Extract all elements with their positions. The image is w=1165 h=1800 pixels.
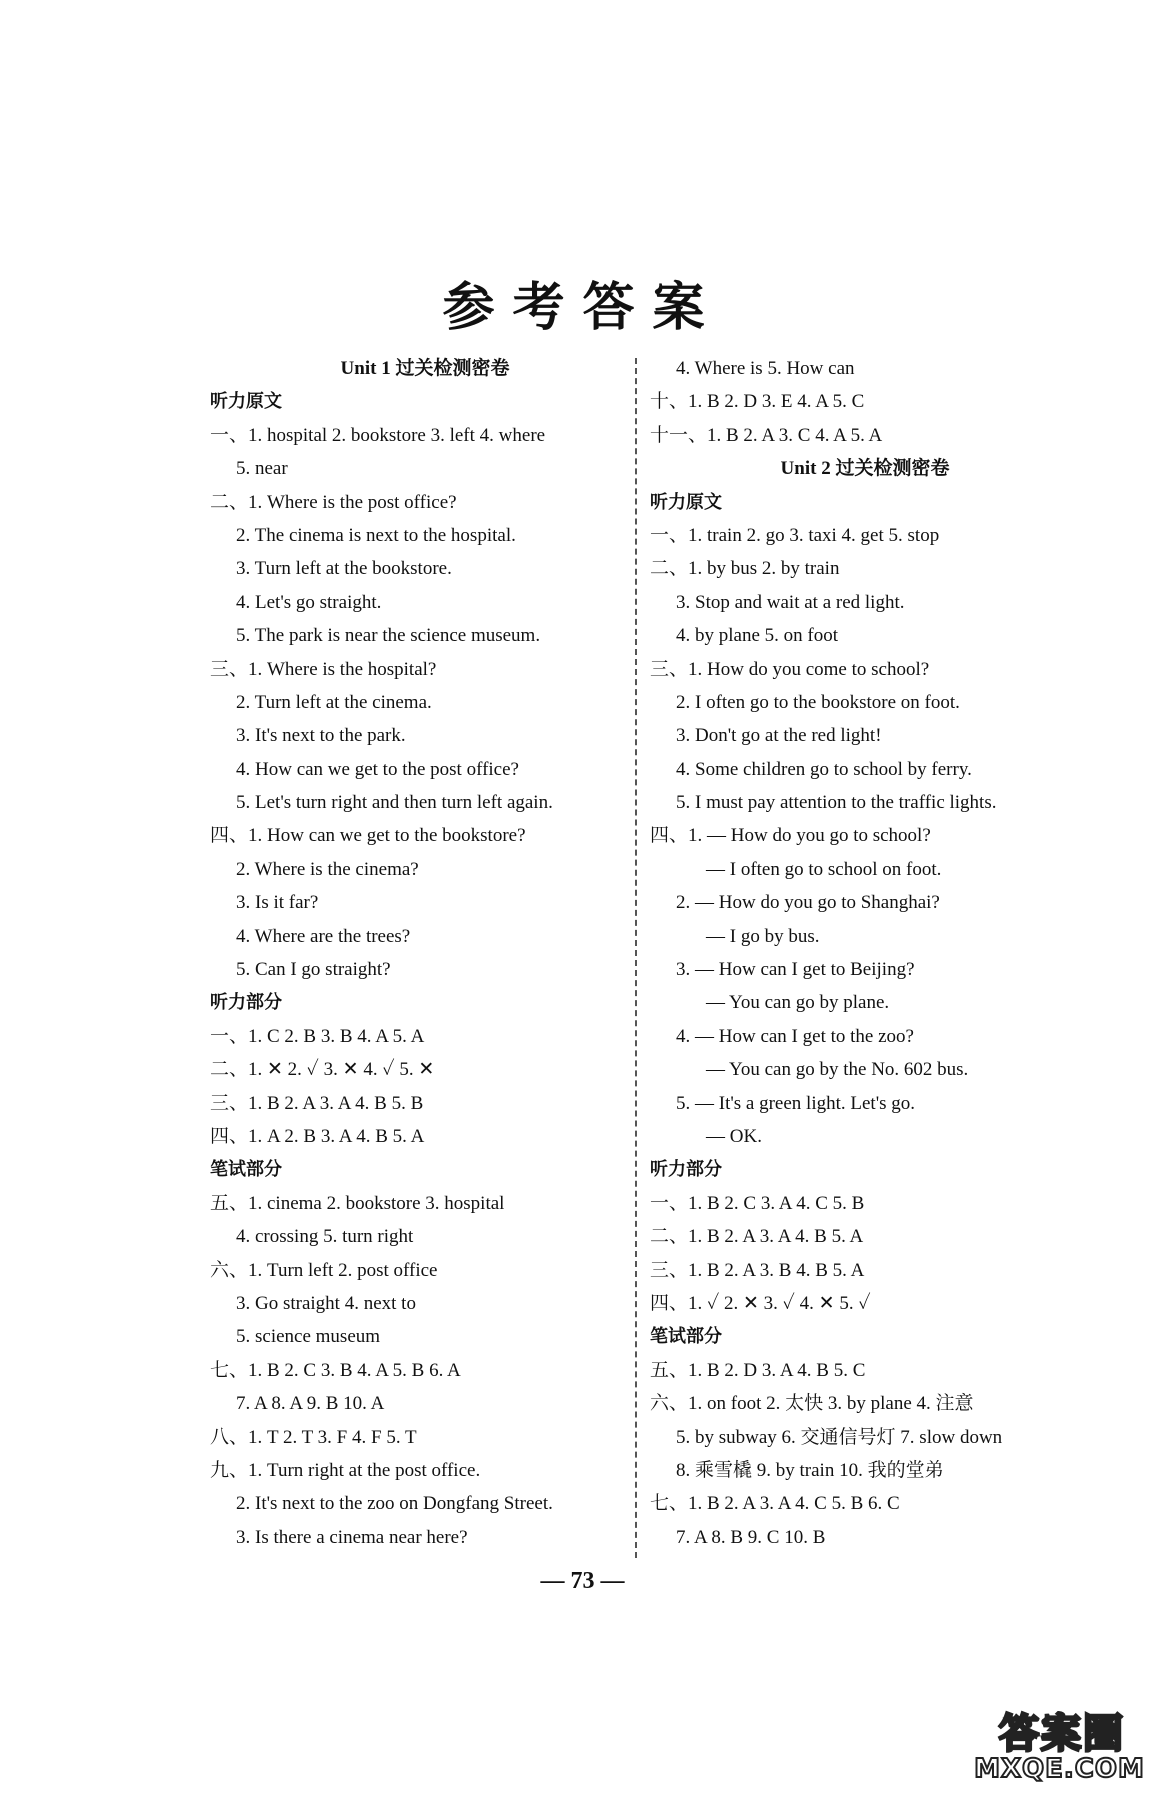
answer-line: 5. by subway 6. 交通信号灯 7. slow down bbox=[676, 1426, 1003, 1448]
answer-line: 四、1. How can we get to the bookstore? bbox=[210, 825, 526, 847]
answer-line: 十一、1. B 2. A 3. C 4. A 5. A bbox=[650, 424, 883, 446]
answer-line: 5. I must pay attention to the traffic lights. bbox=[676, 792, 997, 814]
answer-line: 2. The cinema is next to the hospital. bbox=[236, 524, 516, 546]
answer-line: 5. science museum bbox=[236, 1326, 381, 1348]
answer-line: — I often go to school on foot. bbox=[706, 858, 942, 880]
answer-line: 2. It's next to the zoo on Dongfang Street. bbox=[236, 1493, 553, 1515]
answer-line: 2. Turn left at the cinema. bbox=[236, 691, 432, 713]
answer-line: — You can go by plane. bbox=[706, 992, 890, 1014]
answer-line: 三、1. B 2. A 3. A 4. B 5. B bbox=[210, 1092, 424, 1114]
page-number: — 73 — bbox=[540, 1568, 625, 1594]
answer-line: 2. Where is the cinema? bbox=[236, 858, 419, 880]
right-answer-column bbox=[650, 352, 1080, 1554]
answer-line: 5. — It's a green light. Let's go. bbox=[676, 1092, 916, 1114]
answer-line: 5. Let's turn right and then turn left again. bbox=[236, 792, 553, 814]
answer-line: 4. — How can I get to the zoo? bbox=[676, 1025, 914, 1047]
answer-line: 一、1. hospital 2. bookstore 3. left 4. where bbox=[210, 424, 546, 446]
answer-line: 二、1. Where is the post office? bbox=[210, 491, 457, 513]
section-heading: 笔试部分 bbox=[650, 1326, 722, 1348]
answer-line: — OK. bbox=[706, 1125, 762, 1147]
left-answer-column bbox=[210, 352, 640, 1554]
answer-line: 5. Can I go straight? bbox=[236, 959, 391, 981]
answer-line: 4. by plane 5. on foot bbox=[676, 625, 839, 647]
answer-line: 七、1. B 2. C 3. B 4. A 5. B 6. A bbox=[210, 1359, 461, 1381]
answer-line: — I go by bus. bbox=[706, 925, 820, 947]
answer-line: 4. Let's go straight. bbox=[236, 591, 382, 613]
answer-line: 八、1. T 2. T 3. F 4. F 5. T bbox=[210, 1426, 417, 1448]
answer-line: 三、1. Where is the hospital? bbox=[210, 658, 437, 680]
answer-line: 4. crossing 5. turn right bbox=[236, 1226, 414, 1248]
answer-line: 5. near bbox=[236, 458, 288, 480]
answer-line: 3. Is it far? bbox=[236, 892, 319, 914]
answer-line: 二、1. by bus 2. by train bbox=[650, 558, 840, 580]
answer-line: 4. Some children go to school by ferry. bbox=[676, 758, 972, 780]
answer-line: 4. How can we get to the post office? bbox=[236, 758, 519, 780]
answer-line: 六、1. Turn left 2. post office bbox=[210, 1259, 438, 1281]
watermark-domain-text: MXQE.COM bbox=[974, 1754, 1145, 1784]
answer-line: 一、1. B 2. C 3. A 4. C 5. B bbox=[650, 1192, 865, 1214]
answer-line: 8. 乘雪橇 9. by train 10. 我的堂弟 bbox=[676, 1459, 944, 1481]
answer-line: 一、1. train 2. go 3. taxi 4. get 5. stop bbox=[650, 524, 940, 546]
section-heading: 听力部分 bbox=[210, 992, 282, 1014]
answer-line: 3. Turn left at the bookstore. bbox=[236, 558, 452, 580]
answer-line: 四、1. A 2. B 3. A 4. B 5. A bbox=[210, 1125, 425, 1147]
section-heading: 听力原文 bbox=[210, 391, 282, 413]
section-heading: 听力原文 bbox=[650, 491, 722, 513]
site-watermark-logo bbox=[972, 1702, 1147, 1792]
answer-line: 六、1. on foot 2. 太快 3. by plane 4. 注意 bbox=[650, 1393, 974, 1415]
answer-line: 4. Where are the trees? bbox=[236, 925, 411, 947]
watermark-top-text: 答案圈 bbox=[999, 1711, 1125, 1757]
answer-line: — You can go by the No. 602 bus. bbox=[706, 1059, 969, 1081]
answer-line: 3. Stop and wait at a red light. bbox=[676, 591, 905, 613]
unit-heading: Unit 2 过关检测密卷 bbox=[780, 458, 950, 480]
answer-line: 3. Go straight 4. next to bbox=[236, 1292, 416, 1314]
section-heading: 笔试部分 bbox=[210, 1159, 282, 1181]
answer-line: 7. A 8. B 9. C 10. B bbox=[676, 1526, 826, 1548]
page-title: 参考答案 bbox=[442, 280, 723, 337]
answer-line: 五、1. cinema 2. bookstore 3. hospital bbox=[210, 1192, 505, 1214]
answer-line: 九、1. Turn right at the post office. bbox=[210, 1459, 481, 1481]
answer-line: 3. — How can I get to Beijing? bbox=[676, 959, 915, 981]
answer-line: 三、1. B 2. A 3. B 4. B 5. A bbox=[650, 1259, 865, 1281]
answer-line: 3. Is there a cinema near here? bbox=[236, 1526, 468, 1548]
section-heading: 听力部分 bbox=[650, 1159, 722, 1181]
answer-line: 七、1. B 2. A 3. A 4. C 5. B 6. C bbox=[650, 1493, 900, 1515]
answer-line: 2. — How do you go to Shanghai? bbox=[676, 892, 940, 914]
answer-line: 十、1. B 2. D 3. E 4. A 5. C bbox=[650, 391, 865, 413]
answer-line: 2. I often go to the bookstore on foot. bbox=[676, 691, 960, 713]
answer-line: 二、1. B 2. A 3. A 4. B 5. A bbox=[650, 1226, 864, 1248]
answer-line: 四、1. — How do you go to school? bbox=[650, 825, 931, 847]
column-divider bbox=[635, 358, 637, 1558]
unit-heading: Unit 1 过关检测密卷 bbox=[340, 358, 510, 379]
answer-line: 4. Where is 5. How can bbox=[676, 358, 855, 379]
answer-line: 3. Don't go at the red light! bbox=[676, 725, 882, 747]
answer-line: 四、1. ✓ 2. ✕ 3. ✓ 4. ✕ 5. ✓ bbox=[650, 1292, 871, 1314]
answer-line: 3. It's next to the park. bbox=[236, 725, 406, 747]
answer-line: 一、1. C 2. B 3. B 4. A 5. A bbox=[210, 1025, 425, 1047]
answer-line: 7. A 8. A 9. B 10. A bbox=[236, 1393, 385, 1415]
answer-line: 五、1. B 2. D 3. A 4. B 5. C bbox=[650, 1359, 866, 1381]
answer-line: 二、1. ✕ 2. ✓ 3. ✕ 4. ✓ 5. ✕ bbox=[210, 1059, 435, 1081]
answer-line: 5. The park is near the science museum. bbox=[236, 625, 541, 647]
answer-line: 三、1. How do you come to school? bbox=[650, 658, 930, 680]
